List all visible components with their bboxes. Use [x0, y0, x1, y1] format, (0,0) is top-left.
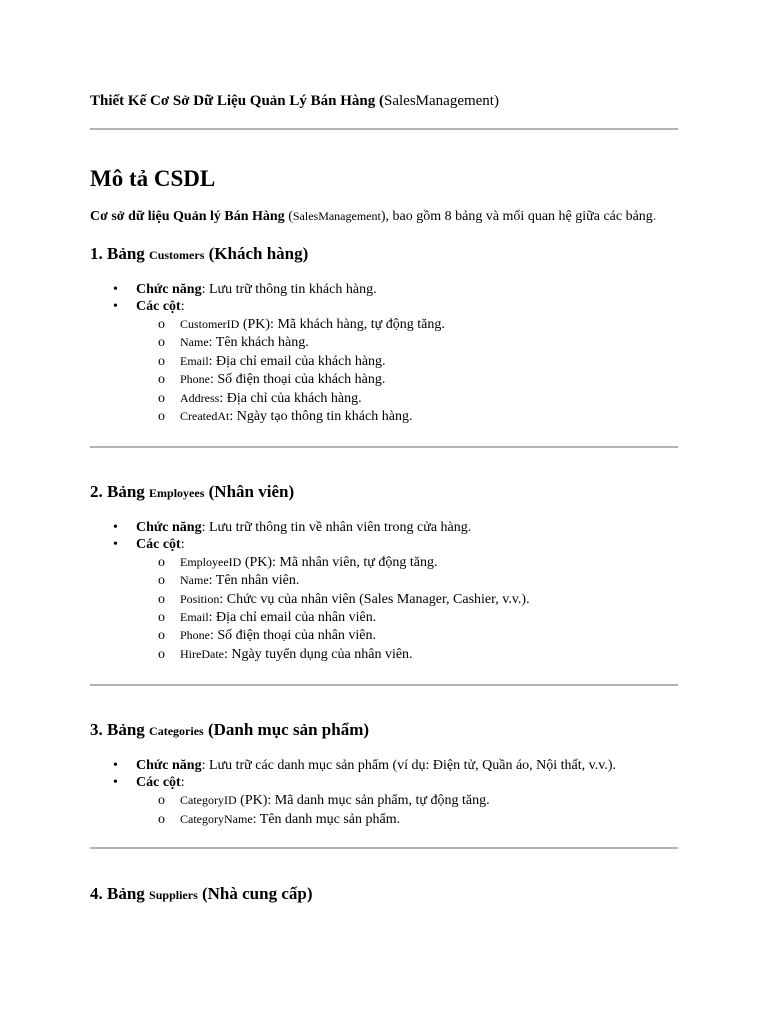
column-item: [158, 354, 386, 370]
column-item: [158, 812, 401, 828]
sub-bullet: o: [158, 317, 165, 332]
intro-bold: Cơ sở dữ liệu Quản lý Bán Hàng: [90, 209, 285, 224]
table-name: Suppliers: [149, 888, 198, 902]
column-desc: (PK): Mã nhân viên, tự động tăng.: [241, 555, 438, 570]
column-item: [158, 372, 386, 388]
section-prefix: 4. Bảng: [90, 884, 150, 903]
column-desc: : Số điện thoại của khách hàng.: [210, 372, 386, 387]
column-item: [158, 317, 445, 333]
section-heading-employees: [90, 482, 294, 502]
intro-paragraph: [90, 209, 656, 225]
column-name: Email: [180, 354, 209, 368]
function-text: : Lưu trữ thông tin khách hàng.: [201, 282, 377, 297]
column-name: Phone: [180, 372, 210, 386]
intro-code: SalesManagement: [292, 209, 381, 223]
column-name: EmployeeID: [180, 555, 242, 569]
column-desc: : Tên khách hàng.: [208, 335, 309, 350]
columns-colon: :: [180, 775, 185, 790]
sub-bullet: o: [158, 573, 165, 588]
bullet: •: [113, 520, 118, 535]
section-heading-categories: [90, 720, 369, 740]
document-title-text: Thiết Kế Cơ Sở Dữ Liệu Quản Lý Bán Hàng (: [90, 93, 384, 109]
list-item: [113, 520, 472, 536]
page-heading: Mô tả CSDL: [90, 166, 216, 191]
sub-bullet: o: [158, 628, 165, 643]
intro-text: , bao gồm 8 bảng và mối quan hệ giữa các bảng: [385, 209, 653, 224]
column-name: CategoryName: [180, 812, 253, 826]
sub-bullet: o: [158, 409, 165, 424]
section-suffix: (Khách hàng): [204, 244, 309, 263]
column-name: CustomerID: [180, 317, 240, 331]
divider: [90, 684, 678, 686]
column-name: Position: [180, 592, 220, 606]
columns-label: Các cột: [136, 299, 181, 314]
column-item: [158, 647, 413, 663]
column-item: [158, 573, 300, 589]
bullet: •: [113, 299, 118, 314]
columns-label: Các cột: [136, 537, 181, 552]
column-item: [158, 391, 362, 407]
list-item: [113, 282, 377, 298]
list-item: [113, 299, 185, 315]
column-name: HireDate: [180, 647, 224, 661]
sub-bullet: o: [158, 354, 165, 369]
sub-bullet: o: [158, 592, 165, 607]
list-item: [113, 775, 185, 791]
column-item: [158, 335, 309, 351]
sub-bullet: o: [158, 647, 165, 662]
column-desc: (PK): Mã khách hàng, tự động tăng.: [239, 317, 445, 332]
column-name: Name: [180, 573, 209, 587]
intro-paren-open: (: [284, 209, 293, 224]
divider: [90, 847, 678, 849]
column-desc: : Ngày tạo thông tin khách hàng.: [229, 409, 413, 424]
function-label: Chức năng: [136, 758, 202, 773]
section-prefix: 2. Bảng: [90, 482, 150, 501]
column-desc: : Ngày tuyển dụng của nhân viên.: [223, 647, 413, 662]
section-heading-suppliers: [90, 884, 313, 904]
bullet: •: [113, 282, 118, 297]
sub-bullet: o: [158, 372, 165, 387]
column-desc: (PK): Mã danh mục sản phẩm, tự động tăng.: [236, 793, 490, 808]
columns-colon: :: [180, 299, 185, 314]
bullet: •: [113, 775, 118, 790]
column-item: [158, 793, 490, 809]
table-name: Employees: [149, 486, 205, 500]
column-desc: : Tên danh mục sản phẩm.: [252, 812, 401, 827]
column-desc: : Số điện thoại của nhân viên.: [210, 628, 377, 643]
sub-bullet: o: [158, 793, 165, 808]
column-item: [158, 409, 413, 425]
section-heading-customers: [90, 244, 308, 264]
divider: [90, 128, 678, 130]
column-name: CreatedAt: [180, 409, 230, 423]
table-name: Customers: [149, 248, 205, 262]
section-suffix: (Nhà cung cấp): [197, 884, 313, 903]
intro-paren-close: ): [380, 209, 386, 224]
list-item: [113, 537, 185, 553]
intro-dot: .: [652, 209, 657, 224]
sub-bullet: o: [158, 610, 165, 625]
column-desc: : Địa chỉ email của nhân viên.: [208, 610, 377, 625]
sub-bullet: o: [158, 812, 165, 827]
column-name: Name: [180, 335, 209, 349]
function-label: Chức năng: [136, 520, 202, 535]
document-title-close: ): [493, 93, 499, 109]
bullet: •: [113, 537, 118, 552]
sub-bullet: o: [158, 391, 165, 406]
column-item: [158, 592, 530, 608]
section-prefix: 1. Bảng: [90, 244, 150, 263]
column-item: [158, 610, 377, 626]
column-item: [158, 628, 377, 644]
column-desc: : Địa chỉ của khách hàng.: [219, 391, 362, 406]
function-label: Chức năng: [136, 282, 202, 297]
table-name: Categories: [149, 724, 204, 738]
column-name: CategoryID: [180, 793, 237, 807]
function-text: : Lưu trữ thông tin về nhân viên trong cửa hàng.: [201, 520, 472, 535]
divider: [90, 446, 678, 448]
column-name: Email: [180, 610, 209, 624]
column-item: [158, 555, 438, 571]
column-name: Phone: [180, 628, 210, 642]
bullet: •: [113, 758, 118, 773]
column-desc: : Chức vụ của nhân viên (Sales Manager, Cashier, v.v.).: [219, 592, 530, 607]
section-suffix: (Danh mục sản phẩm): [203, 720, 370, 739]
sub-bullet: o: [158, 335, 165, 350]
document-title-code: SalesManagement: [384, 93, 494, 109]
sub-bullet: o: [158, 555, 165, 570]
column-name: Address: [180, 391, 220, 405]
section-suffix: (Nhân viên): [204, 482, 295, 501]
columns-colon: :: [180, 537, 185, 552]
function-text: : Lưu trữ các danh mục sản phẩm (ví dụ: Điện tử, Quần áo, Nội thất, v.v.).: [201, 758, 616, 773]
columns-label: Các cột: [136, 775, 181, 790]
list-item: [113, 758, 616, 774]
section-prefix: 3. Bảng: [90, 720, 150, 739]
column-desc: : Địa chỉ email của khách hàng.: [208, 354, 386, 369]
column-desc: : Tên nhân viên.: [208, 573, 300, 588]
document-title: [90, 93, 499, 110]
